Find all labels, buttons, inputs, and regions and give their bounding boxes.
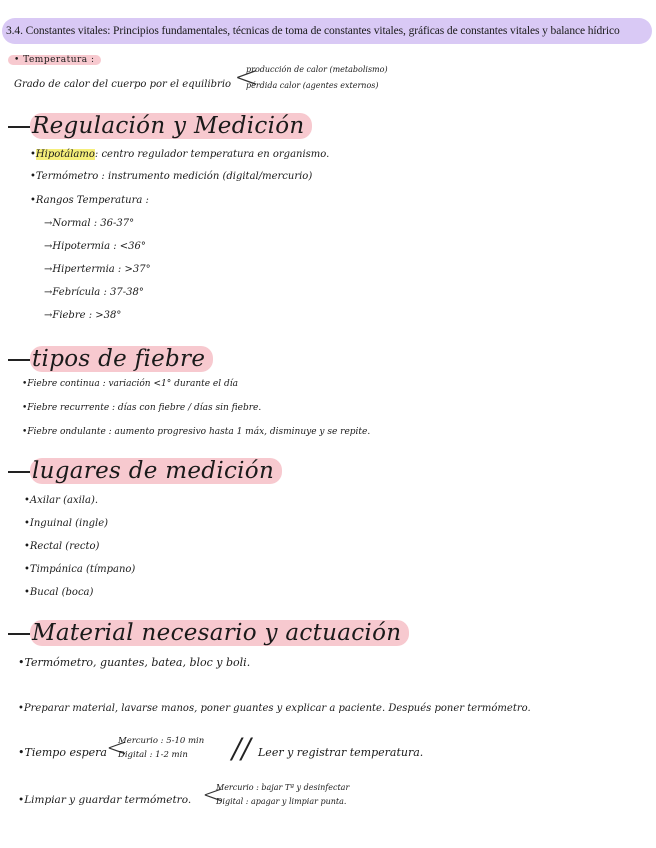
hipotalamo-item: •Hipotálamo: centro regulador temperatura en organismo. xyxy=(30,149,330,160)
brace-icon: < xyxy=(234,60,260,95)
tiempo-label: •Tiempo espera xyxy=(18,746,107,759)
section-heading-fiebre xyxy=(8,346,213,372)
tiempo-mercurio: Mercurio : 5-10 min xyxy=(118,736,205,746)
heading-lugares-text: lugares de medición xyxy=(30,458,282,484)
limpiar-digital: Digital : apagar y limpiar punta. xyxy=(216,797,347,806)
lugar-item: •Axilar (axila). xyxy=(24,495,99,506)
dash-icon xyxy=(8,633,30,635)
temperatura-definition: Grado de calor del cuerpo por el equilibrio xyxy=(14,79,232,90)
limpiar-label: •Limpiar y guardar termómetro. xyxy=(18,794,192,806)
brace-icon: < xyxy=(106,733,128,763)
lugar-item: •Rectal (recto) xyxy=(24,541,100,552)
material-list: •Termómetro, guantes, batea, bloc y boli. xyxy=(18,656,251,669)
rangos-item: •Rangos Temperatura : xyxy=(30,195,149,206)
hipotalamo-term: Hipotálamo xyxy=(35,149,95,160)
temperatura-branch-2: pérdida calor (agentes externos) xyxy=(246,81,379,90)
heading-regulacion-text: Regulación y Medición xyxy=(30,113,312,139)
dash-icon xyxy=(8,126,30,128)
range-item: →Hipertermia : >37° xyxy=(44,264,151,275)
section-heading-material xyxy=(8,620,409,646)
brace-icon: < xyxy=(202,780,224,810)
heading-fiebre-text: tipos de fiebre xyxy=(30,346,213,372)
preparar-step: •Preparar material, lavarse manos, poner guantes y explicar a paciente. Después poner termómetro. xyxy=(18,703,531,714)
leer-step: Leer y registrar temperatura. xyxy=(258,746,424,759)
section-heading-lugares xyxy=(8,458,282,484)
range-item: →Normal : 36-37° xyxy=(44,218,135,229)
range-item: →Febrícula : 37-38° xyxy=(44,287,144,298)
heading-material-text: Material necesario y actuación xyxy=(30,620,409,646)
temperatura-branch-1: producción de calor (metabolismo) xyxy=(246,65,388,74)
section-heading-regulacion xyxy=(8,113,312,139)
range-item: →Fiebre : >38° xyxy=(44,310,122,321)
fiebre-item: •Fiebre recurrente : días con fiebre / días sin fiebre. xyxy=(22,403,262,413)
page-title: 3.4. Constantes vitales: Principios fundamentales, técnicas de toma de constantes vitales, gráficas de constantes vitales y balance hídrico xyxy=(2,18,652,44)
temperatura-label-text: • Temperatura : xyxy=(8,55,101,65)
lugar-item: •Inguinal (ingle) xyxy=(24,518,109,529)
lugar-item: •Bucal (boca) xyxy=(24,587,94,598)
dash-icon xyxy=(8,471,30,473)
fiebre-item: •Fiebre continua : variación <1° durante el día xyxy=(22,379,238,389)
range-item: →Hipotermia : <36° xyxy=(44,241,146,252)
termometro-item: •Termómetro : instrumento medición (digital/mercurio) xyxy=(30,171,313,182)
lugar-item: •Timpánica (tímpano) xyxy=(24,564,136,575)
limpiar-mercurio: Mercurio : bajar Tª y desinfectar xyxy=(216,783,350,792)
double-slash-icon: // xyxy=(232,732,251,765)
dash-icon xyxy=(8,359,30,361)
hipotalamo-definition: : centro regulador temperatura en organismo. xyxy=(94,149,330,160)
temperatura-label xyxy=(8,55,101,65)
tiempo-digital: Digital : 1-2 min xyxy=(118,750,188,760)
fiebre-item: •Fiebre ondulante : aumento progresivo hasta 1 máx, disminuye y se repite. xyxy=(22,427,371,437)
